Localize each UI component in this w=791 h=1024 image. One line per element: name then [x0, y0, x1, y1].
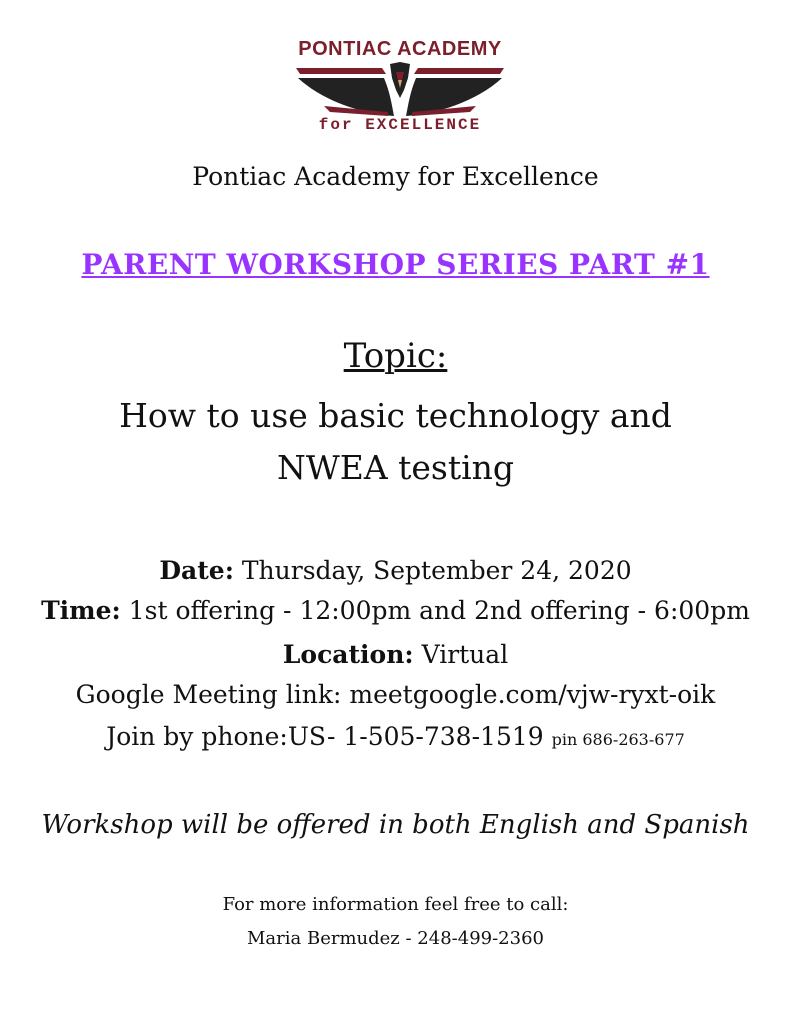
- location-line: [0, 640, 791, 669]
- date-label: Date:: [159, 556, 234, 585]
- contact-intro: For more information feel free to call:: [222, 894, 569, 915]
- school-logo: [280, 34, 520, 144]
- eagle-wings-icon: [294, 62, 506, 118]
- time-line: [0, 596, 791, 625]
- language-note: Workshop will be offered in both English and Spanish: [41, 810, 750, 840]
- time-value: 1st offering - 12:00pm and 2nd offering - 6:00pm: [128, 596, 750, 625]
- date-value: Thursday, September 24, 2020: [241, 556, 632, 585]
- meeting-link: Google Meeting link: meetgoogle.com/vjw-ryxt-oik: [75, 680, 716, 709]
- phone-line: [0, 722, 791, 751]
- school-name: Pontiac Academy for Excellence: [192, 162, 599, 191]
- topic-text: How to use basic technology and NWEA testing: [119, 396, 672, 487]
- logo-title: PONTIAC ACADEMY: [298, 38, 502, 60]
- location-label: Location:: [282, 640, 414, 669]
- logo-subtitle: for EXCELLENCE: [318, 116, 482, 134]
- phone-pin: pin 686-263-677: [551, 730, 685, 749]
- topic-label: Topic:: [343, 336, 448, 376]
- phone-number: Join by phone:US- 1-505-738-1519: [106, 722, 544, 751]
- series-title-link[interactable]: PARENT WORKSHOP SERIES PART #1: [81, 248, 710, 281]
- location-value: Virtual: [421, 640, 509, 669]
- contact-person: Maria Bermudez - 248-499-2360: [247, 928, 544, 949]
- time-label: Time:: [41, 596, 121, 625]
- date-line: [0, 556, 791, 585]
